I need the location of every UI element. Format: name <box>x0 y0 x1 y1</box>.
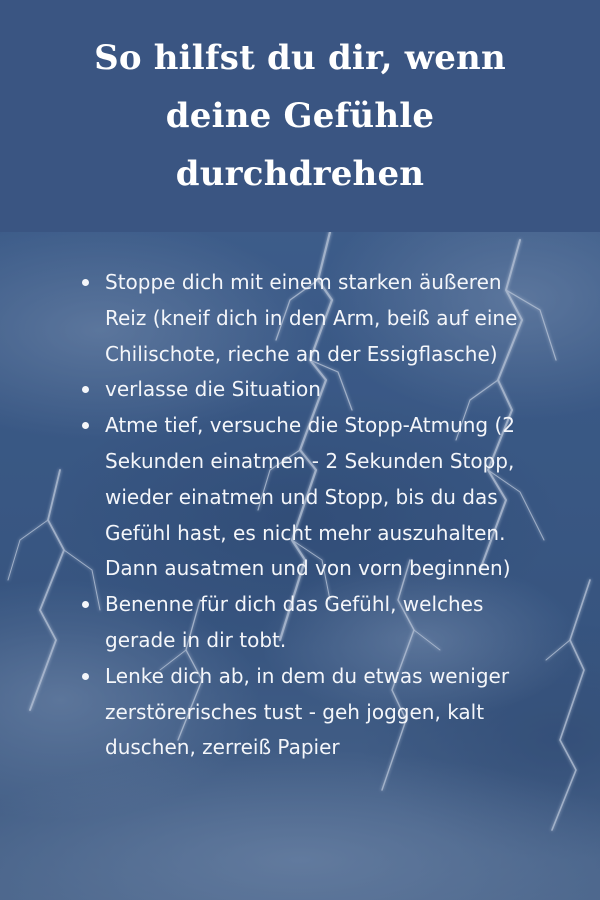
list-item <box>80 659 520 766</box>
list-item <box>80 408 520 587</box>
tips-list <box>80 265 520 766</box>
list-item <box>80 265 520 372</box>
tip-text: verlasse die Situation <box>105 377 321 402</box>
tips-panel <box>0 232 600 900</box>
tip-text: Atme tief, versuche die Stopp-Atmung (2 Sekunden einatmen - 2 Sekunden Stopp, wieder einatmen und Stopp, bis du das Gefühl hast, es nicht mehr auszuhalten. Dann ausatmen und von vorn beginnen) <box>105 413 516 581</box>
title-banner <box>0 0 600 232</box>
bullet-icon <box>82 422 89 429</box>
bullet-icon <box>82 673 89 680</box>
tip-text: Stoppe dich mit einem starken äußeren Reiz (kneif dich in den Arm, beiß auf eine Chilischote, rieche an der Essigflasche) <box>105 270 518 366</box>
bullet-icon <box>82 279 89 286</box>
tip-text: Benenne für dich das Gefühl, welches gerade in dir tobt. <box>105 592 484 652</box>
list-item <box>80 587 520 659</box>
page-title: So hilfst du dir, wenn deine Gefühle durchdrehen <box>94 38 506 194</box>
list-item <box>80 372 520 408</box>
bullet-icon <box>82 386 89 393</box>
tip-text: Lenke dich ab, in dem du etwas weniger zerstörerisches tust - geh joggen, kalt duschen, zerreiß Papier <box>105 663 510 760</box>
bullet-icon <box>82 601 89 608</box>
